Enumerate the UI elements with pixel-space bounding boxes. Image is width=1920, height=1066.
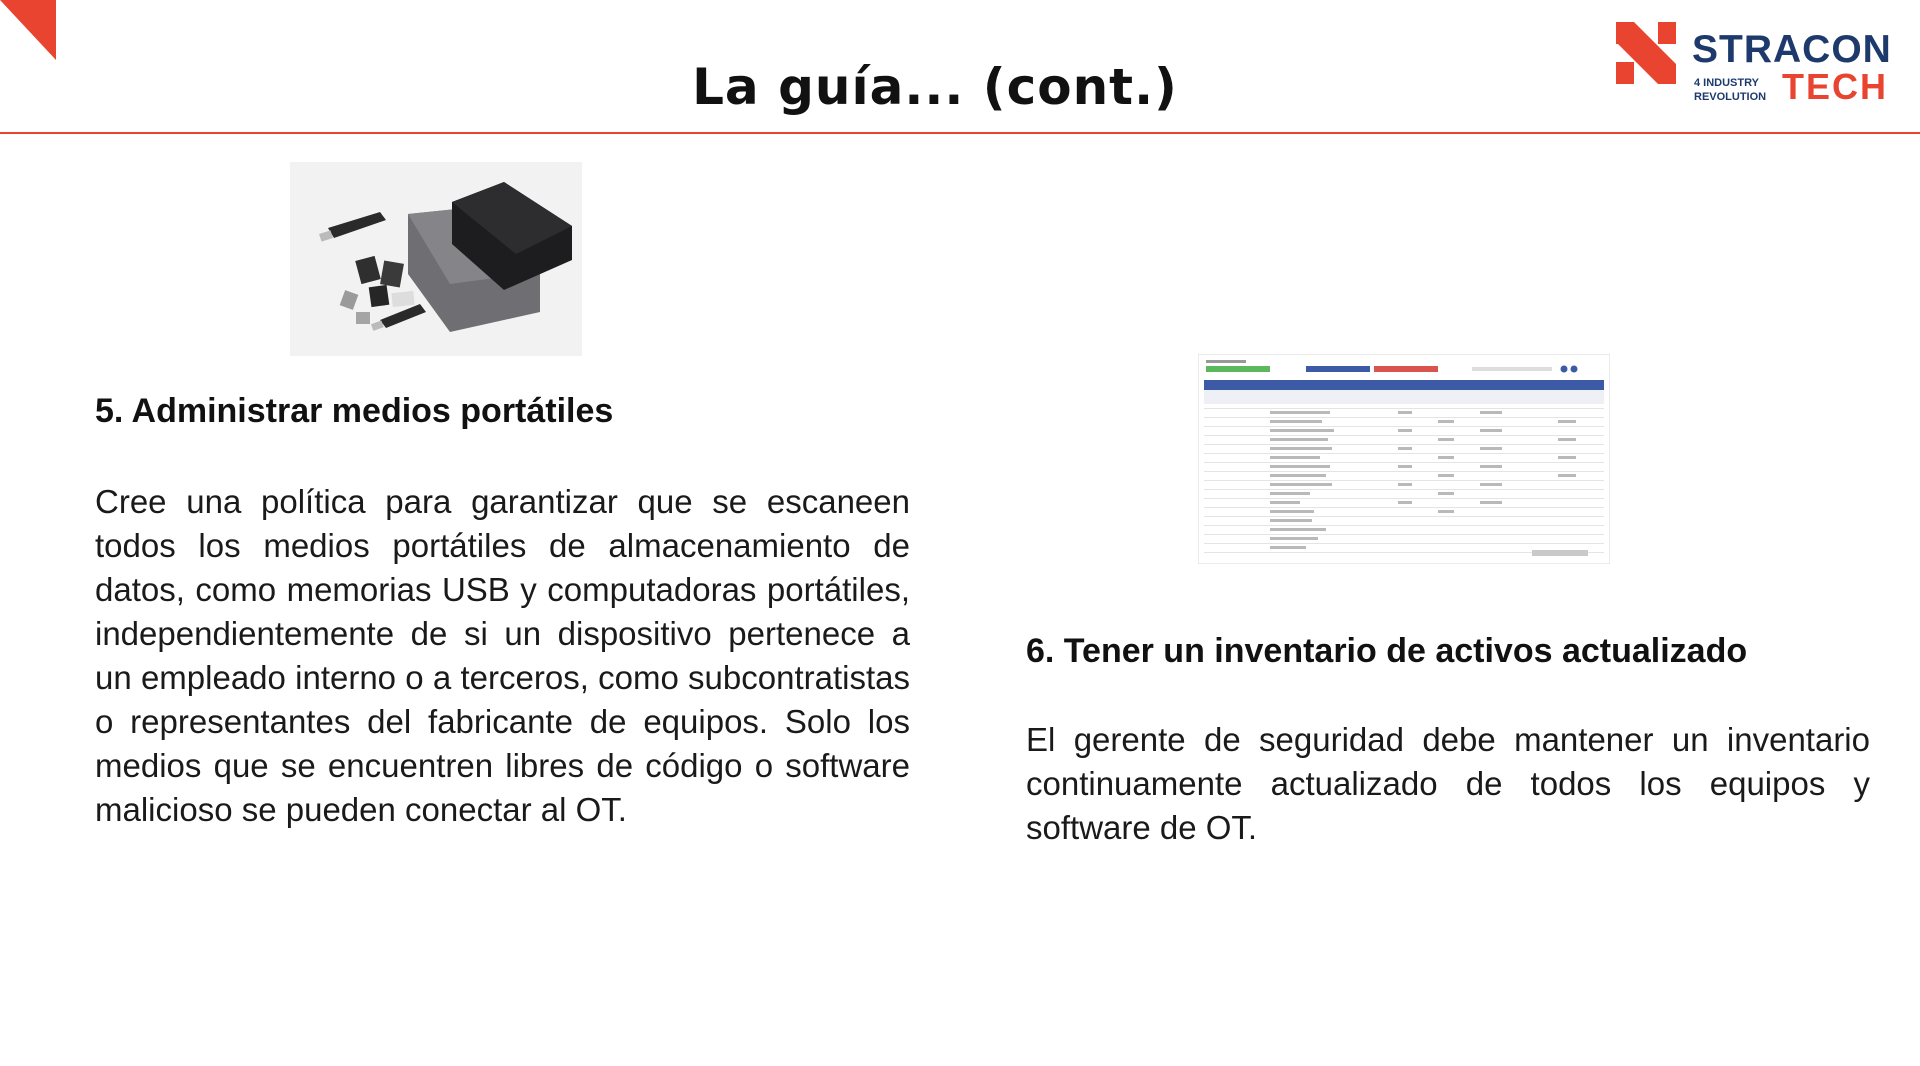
stracon-logo-mark [1616,22,1676,84]
section-6-body: El gerente de seguridad debe mantener un inventario continuamente actualizado de todos los equipos y software de OT. [1026,721,1870,846]
asset-inventory-screenshot [1198,354,1610,564]
corner-accent [0,0,56,60]
section-5-heading: 5. Administrar medios portátiles [95,392,614,430]
slide-title: La guía... (cont.) [692,58,1178,116]
header-divider [0,132,1920,134]
section-5-body: Cree una política para garantizar que se escaneen todos los medios portátiles de almacenamiento de datos, como memorias USB y computadoras portátiles, independientemente de si un dispositivo pertenece a un empleado interno o a terceros, como subcontratistas o representantes del fabricante de equipos. Solo los medios que se encuentren libres de código o software malicioso se pueden conectar al OT. [95,483,910,828]
logo-tech: TECH [1782,66,1888,107]
section-6-heading: 6. Tener un inventario de activos actualizado [1026,632,1748,670]
logo-subtitle: 4 INDUSTRY REVOLUTION [1694,77,1767,103]
stracon-tech-logo [1616,22,1896,112]
portable-media-photo [290,162,582,356]
logo-name: STRACON [1692,28,1892,71]
